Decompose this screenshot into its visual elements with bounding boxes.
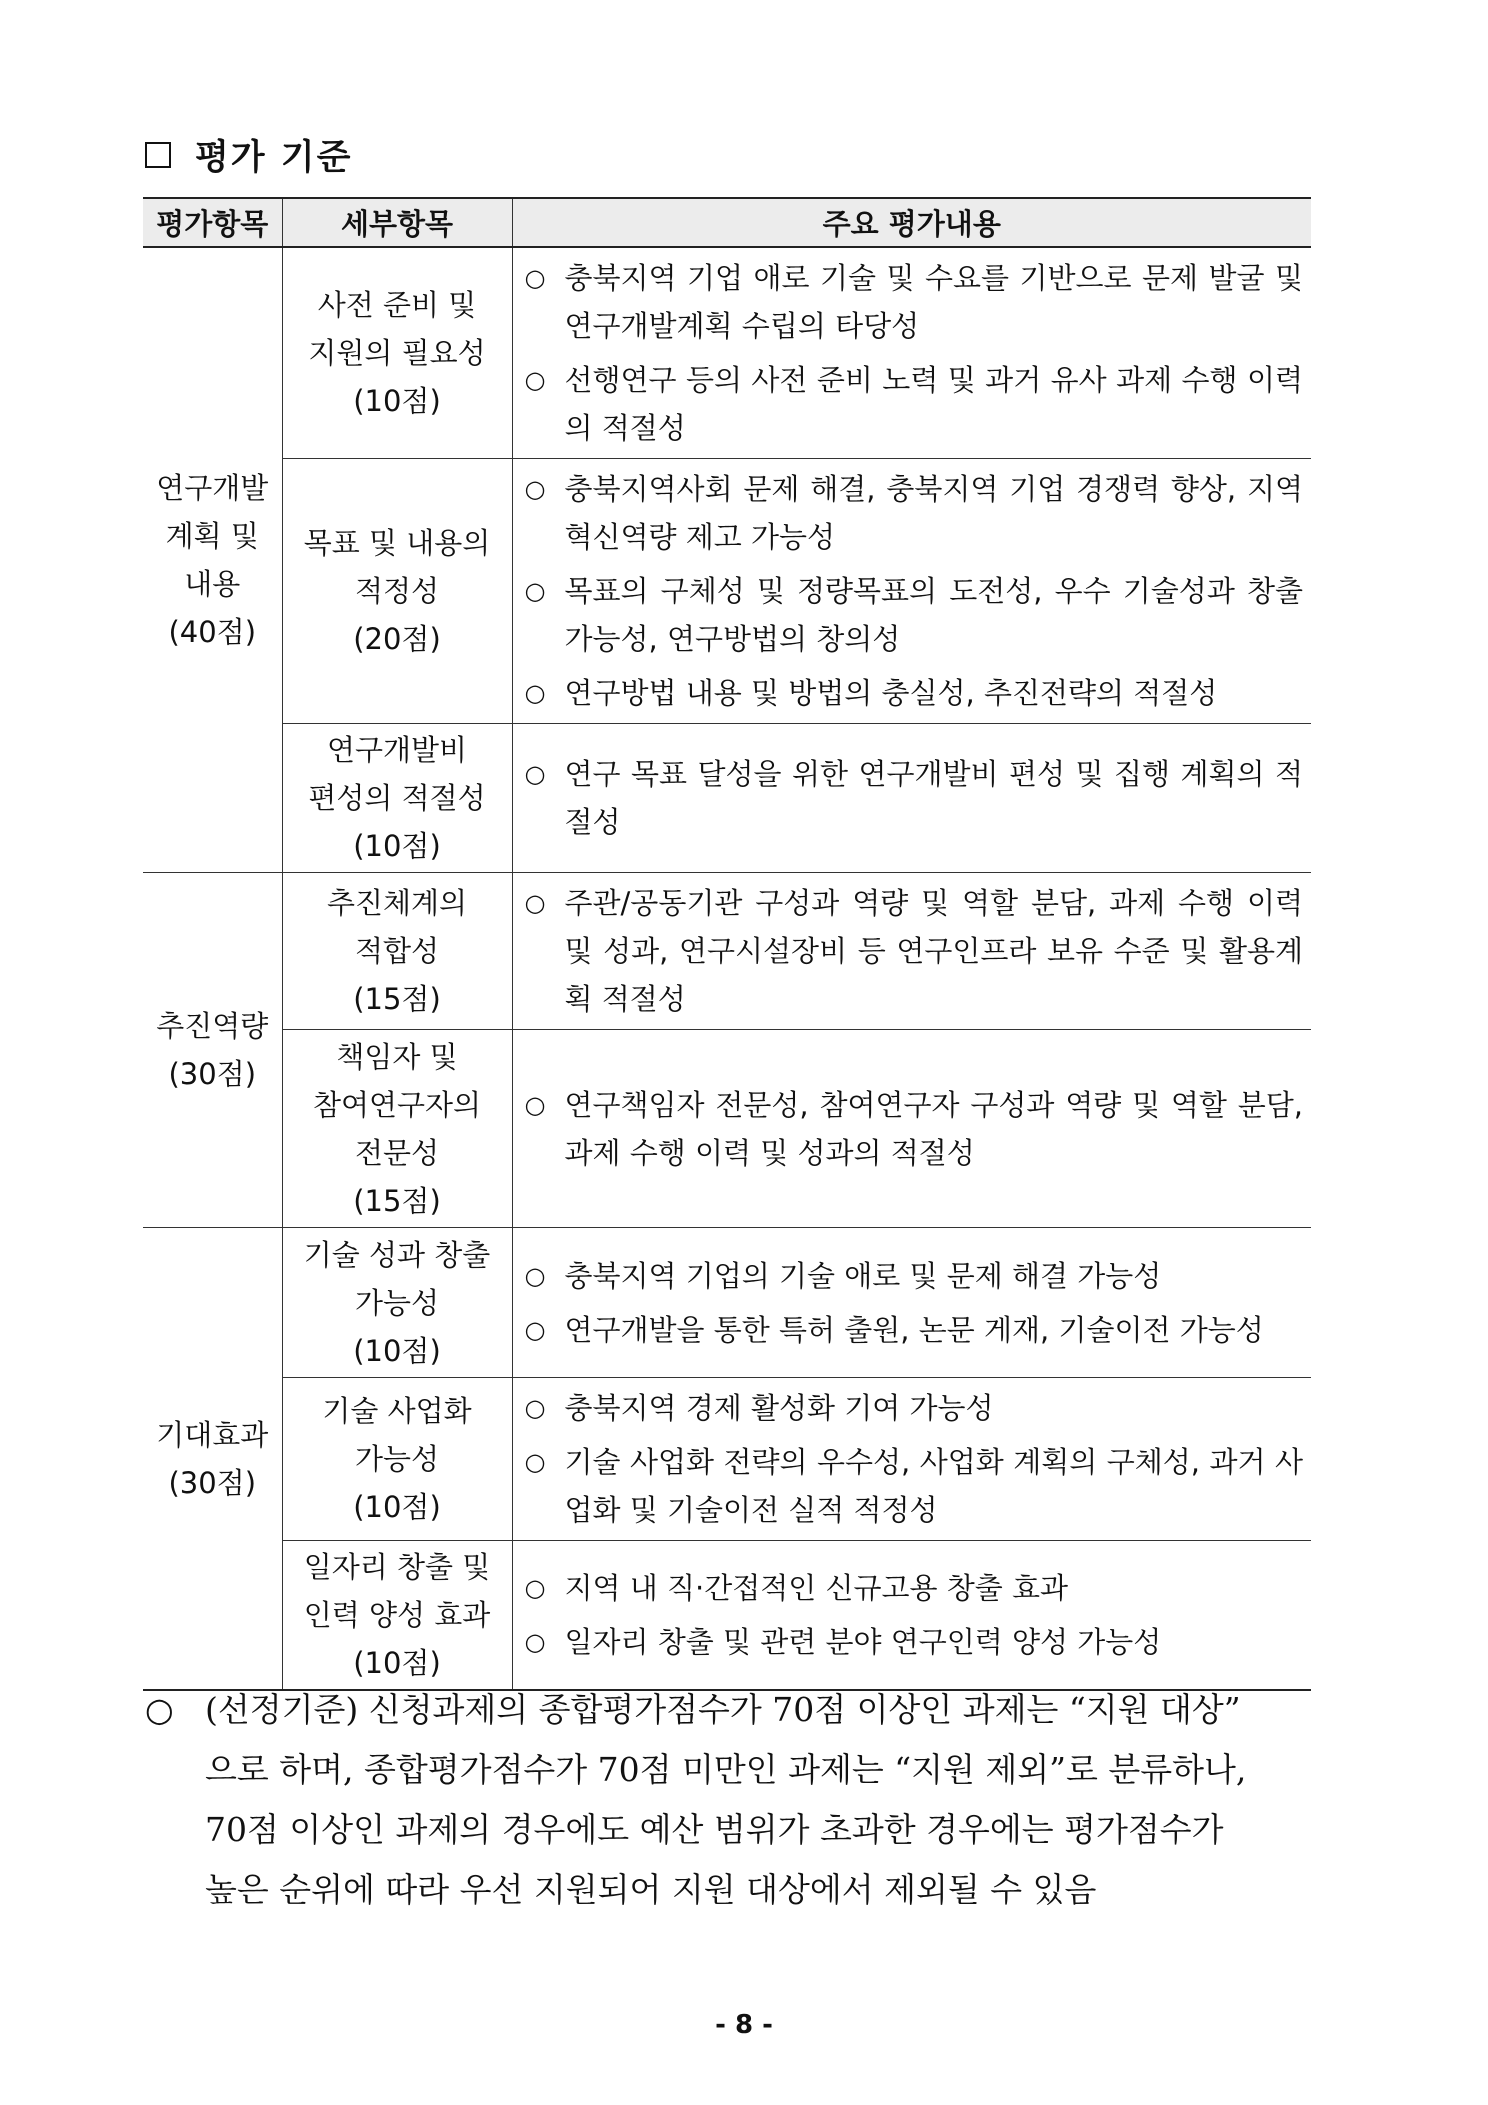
- table-row: [143, 873, 1311, 1030]
- category-cell: 추진역량 (30점): [143, 873, 282, 1228]
- list-item: ○ 연구 목표 달성을 위한 연구개발비 편성 및 집행 계획의 적절성: [524, 757, 1303, 839]
- page-number: - 8 -: [715, 2010, 773, 2040]
- list-item: ○ 목표의 구체성 및 정량목표의 도전성, 우수 기술성과 창출 가능성, 연구방법의 창의성: [524, 574, 1303, 656]
- list-item: ○ 지역 내 직·간접적인 신규고용 창출 효과: [524, 1571, 1069, 1605]
- selection-criteria-note: [145, 1680, 1345, 1920]
- table-row: [143, 1228, 1311, 1378]
- subcategory-cell: 목표 및 내용의 적정성 (20점): [282, 459, 512, 724]
- subcategory-cell: 기술 성과 창출 가능성 (10점): [282, 1228, 512, 1378]
- subcategory-cell: 추진체계의 적합성 (15점): [282, 873, 512, 1030]
- list-item: ○ 연구책임자 전문성, 참여연구자 구성과 역량 및 역할 분담, 과제 수행 이력 및 성과의 적절성: [524, 1087, 1303, 1170]
- list-item: ○ 기술 사업화 전략의 우수성, 사업화 계획의 구체성, 과거 사업화 및 기술이전 실적 적정성: [524, 1445, 1303, 1527]
- evaluation-criteria-table: [143, 197, 1311, 1691]
- table-header-row: [143, 198, 1311, 247]
- category-cell: 기대효과 (30점): [143, 1228, 282, 1691]
- note-line: 70점 이상인 과제의 경우에도 예산 범위가 초과한 경우에는 평가점수가: [205, 1810, 1224, 1849]
- list-item: ○ 연구개발을 통한 특허 출원, 논문 게재, 기술이전 가능성: [524, 1312, 1264, 1347]
- note-line: (선정기준) 신청과제의 종합평가점수가 70점 이상인 과제는 “지원 대상”: [205, 1690, 1241, 1729]
- content-cell: [512, 459, 1311, 724]
- subcategory-cell: 일자리 창출 및 인력 양성 효과 (10점): [282, 1541, 512, 1691]
- table-row: [143, 459, 1311, 724]
- content-cell: [512, 873, 1311, 1030]
- note-bullet: ○: [145, 1690, 174, 1729]
- section-title: 평가 기준: [195, 138, 353, 178]
- content-cell: [512, 1228, 1311, 1378]
- note-line: 높은 순위에 따라 우선 지원되어 지원 대상에서 제외될 수 있음: [205, 1870, 1097, 1909]
- list-item: ○ 충북지역 기업 애로 기술 및 수요를 기반으로 문제 발굴 및 연구개발계획 수립의 타당성: [524, 261, 1303, 343]
- table-row: [143, 1378, 1311, 1541]
- header-category: 평가항목: [143, 198, 282, 247]
- content-cell: [512, 724, 1311, 873]
- content-cell: [512, 1541, 1311, 1691]
- subcategory-cell: 사전 준비 및 지원의 필요성 (10점): [282, 247, 512, 459]
- content-cell: [512, 1030, 1311, 1228]
- list-item: ○ 충북지역 기업의 기술 애로 및 문제 해결 가능성: [524, 1258, 1162, 1293]
- list-item: ○ 충북지역사회 문제 해결, 충북지역 기업 경쟁력 향상, 지역 혁신역량 제고 가능성: [524, 472, 1303, 554]
- section-heading: [145, 130, 352, 180]
- note-line: 으로 하며, 종합평가점수가 70점 미만인 과제는 “지원 제외”로 분류하나,: [205, 1750, 1247, 1789]
- list-item: ○ 일자리 창출 및 관련 분야 연구인력 양성 가능성: [524, 1625, 1162, 1659]
- subcategory-cell: 기술 사업화 가능성 (10점): [282, 1378, 512, 1541]
- list-item: ○ 주관/공동기관 구성과 역량 및 역할 분담, 과제 수행 이력 및 성과, 연구시설장비 등 연구인프라 보유 수준 및 활용계획 적절성: [524, 886, 1303, 1016]
- subcategory-cell: 책임자 및 참여연구자의 전문성 (15점): [282, 1030, 512, 1228]
- table-row: [143, 724, 1311, 873]
- list-item: ○ 선행연구 등의 사전 준비 노력 및 과거 유사 과제 수행 이력의 적절성: [524, 363, 1303, 445]
- table-row: [143, 1030, 1311, 1228]
- content-cell: [512, 1378, 1311, 1541]
- subcategory-cell: 연구개발비 편성의 적절성 (10점): [282, 724, 512, 873]
- table-row: [143, 247, 1311, 459]
- category-cell: 연구개발 계획 및 내용 (40점): [143, 247, 282, 873]
- list-item: ○ 연구방법 내용 및 방법의 충실성, 추진전략의 적절성: [524, 676, 1218, 710]
- header-content: 주요 평가내용: [512, 198, 1311, 247]
- header-subcategory: 세부항목: [282, 198, 512, 247]
- list-item: ○ 충북지역 경제 활성화 기여 가능성: [524, 1391, 994, 1425]
- checkbox-square-icon: [145, 142, 171, 168]
- content-cell: [512, 247, 1311, 459]
- table-row: [143, 1541, 1311, 1691]
